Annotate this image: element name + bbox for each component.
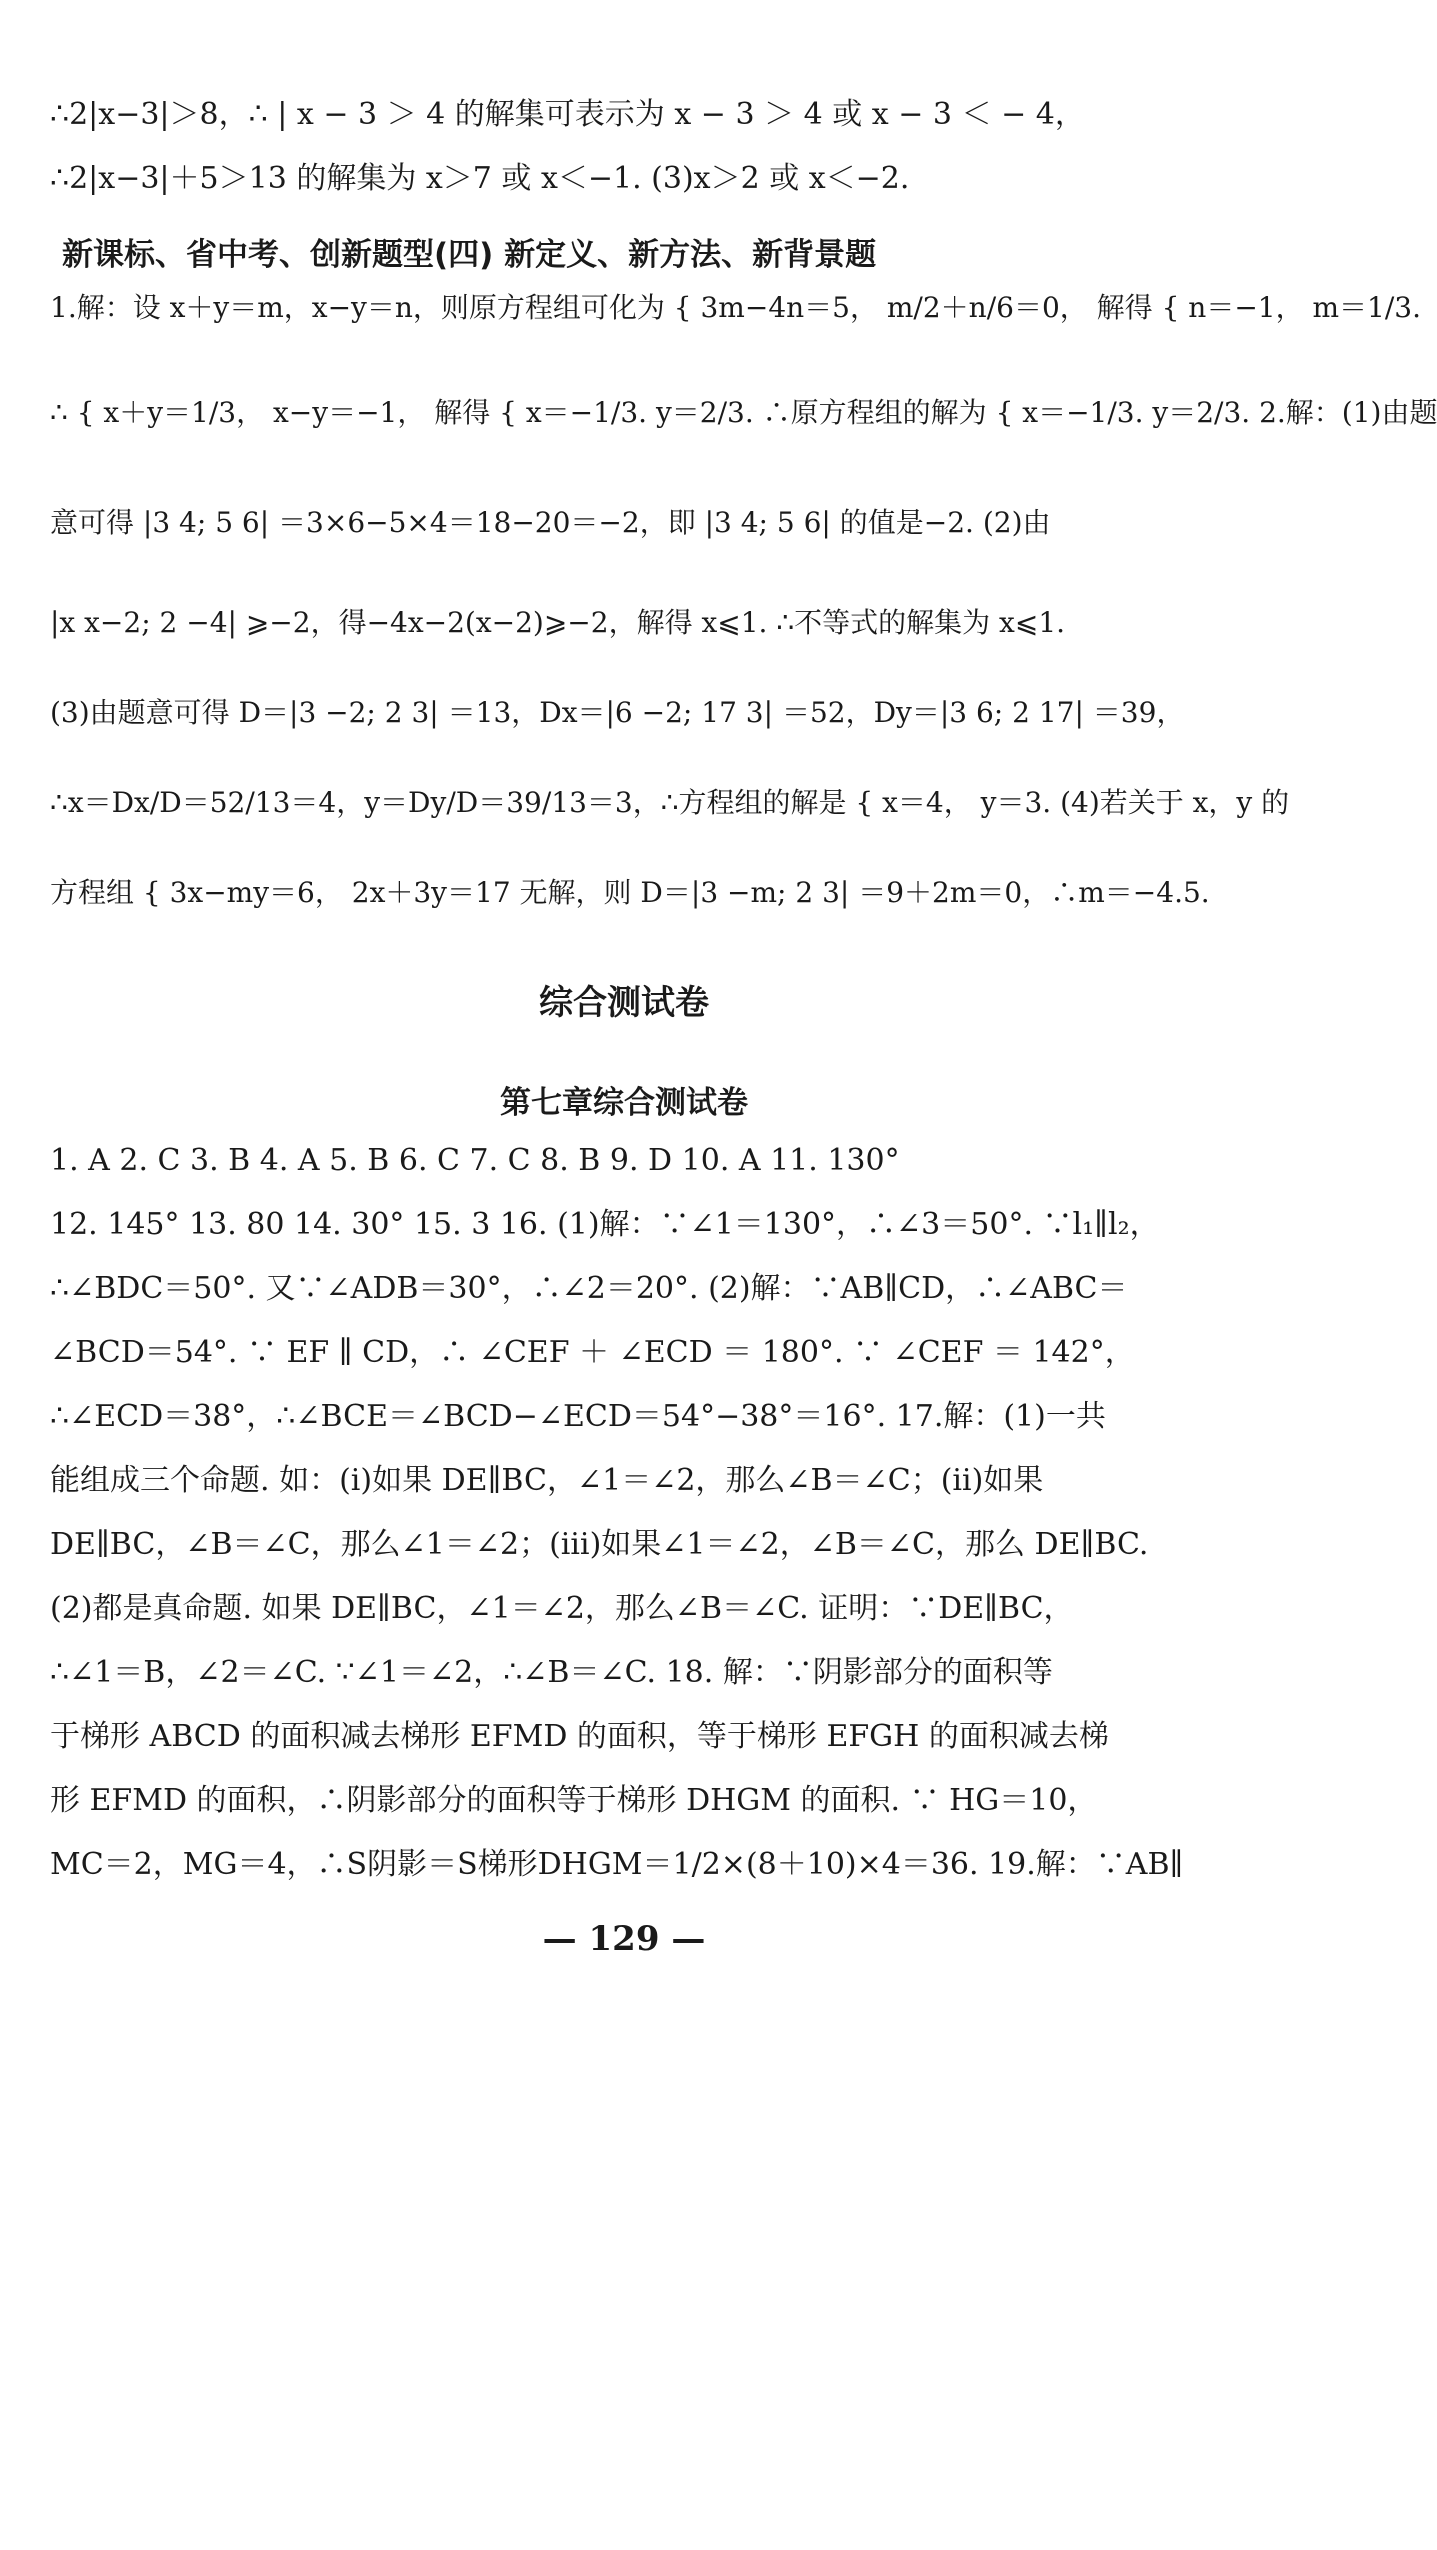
answer-line-10: 于梯形 ABCD 的面积减去梯形 EFMD 的面积，等于梯形 EFGH 的面积减去梯 <box>50 1719 1109 1754</box>
answer-line-3: ∴∠BDC＝50°. 又∵∠ADB＝30°，∴∠2＝20°. (2)解：∵AB∥CD，∴∠ABC＝ <box>50 1271 1128 1306</box>
solution-2-line-5: 方程组 { 3x−my＝6， 2x＋3y＝17 无解，则 D＝|3 −m; 2 3| ＝9＋2m＝0，∴m＝−4.5. <box>50 876 1210 909</box>
answer-line-5: ∴∠ECD＝38°，∴∠BCE＝∠BCD−∠ECD＝54°−38°＝16°. 17.解：(1)一共 <box>50 1399 1106 1434</box>
line-2: ∴2|x−3|＋5＞13 的解集为 x＞7 或 x＜−1. (3)x＞2 或 x＜−2. <box>50 161 910 196</box>
solution-1-line-1: 1.解：设 x＋y＝m，x−y＝n，则原方程组可化为 { 3m−4n＝5， m/2＋n/6＝0， 解得 { n＝−1， m＝1/3. <box>50 291 1422 324</box>
line-1: ∴2|x−3|＞8，∴ | x − 3 ＞ 4 的解集可表示为 x − 3 ＞ 4 或 x − 3 ＜ − 4， <box>50 97 1085 132</box>
solution-2-line-4: ∴x＝Dx/D＝52/13＝4，y＝Dy/D＝39/13＝3，∴方程组的解是 { x＝4， y＝3. (4)若关于 x，y 的 <box>50 786 1290 819</box>
answer-line-1: 1. A 2. C 3. B 4. A 5. B 6. C 7. C 8. B 9. D 10. A 11. 130° <box>50 1143 900 1178</box>
answer-line-2: 12. 145° 13. 80 14. 30° 15. 3 16. (1)解：∵∠1＝130°，∴∠3＝50°. ∵l₁∥l₂， <box>50 1207 1160 1242</box>
solution-2-line-3: (3)由题意可得 D＝|3 −2; 2 3| ＝13，Dx＝|6 −2; 17 3| ＝52，Dy＝|3 6; 2 17| ＝39， <box>50 696 1185 729</box>
answer-line-11: 形 EFMD 的面积，∴阴影部分的面积等于梯形 DHGM 的面积. ∵ HG＝10， <box>50 1783 1098 1818</box>
main-title: 综合测试卷 <box>539 983 709 1023</box>
page-number: — 129 — <box>542 1919 706 1959</box>
answer-line-9: ∴∠1＝B，∠2＝∠C. ∵∠1＝∠2，∴∠B＝∠C. 18. 解：∵阴影部分的面积等 <box>50 1655 1053 1690</box>
answer-line-6: 能组成三个命题. 如：(ⅰ)如果 DE∥BC，∠1＝∠2，那么∠B＝∠C；(ⅱ)如果 <box>50 1463 1044 1498</box>
answer-line-8: (2)都是真命题. 如果 DE∥BC，∠1＝∠2，那么∠B＝∠C. 证明：∵DE∥BC， <box>50 1591 1074 1626</box>
solution-2-line-1: 意可得 |3 4; 5 6| ＝3×6−5×4＝18−20＝−2，即 |3 4; 5 6| 的值是−2. (2)由 <box>50 506 1051 539</box>
answer-line-12: MC＝2，MG＝4，∴S阴影＝S梯形DHGM＝1/2×(8＋10)×4＝36. 19.解：∵AB∥ <box>50 1847 1184 1882</box>
solution-2-line-2: |x x−2; 2 −4| ⩾−2，得−4x−2(x−2)⩾−2，解得 x⩽1. ∴不等式的解集为 x⩽1. <box>50 606 1066 639</box>
answer-line-7: DE∥BC，∠B＝∠C，那么∠1＝∠2；(ⅲ)如果∠1＝∠2，∠B＝∠C，那么 DE∥BC. <box>50 1527 1149 1562</box>
solution-1-line-2: ∴ { x＋y＝1/3， x−y＝−1， 解得 { x＝−1/3. y＝2/3. ∴原方程组的解为 { x＝−1/3. y＝2/3. 2.解：(1)由题 <box>50 396 1437 429</box>
answer-line-4: ∠BCD＝54°. ∵ EF ∥ CD，∴ ∠CEF ＋ ∠ECD ＝ 180°. ∵ ∠CEF ＝ 142°， <box>50 1335 1135 1370</box>
sub-title: 第七章综合测试卷 <box>500 1085 748 1121</box>
section-heading: 新课标、省中考、创新题型(四) 新定义、新方法、新背景题 <box>62 237 877 273</box>
